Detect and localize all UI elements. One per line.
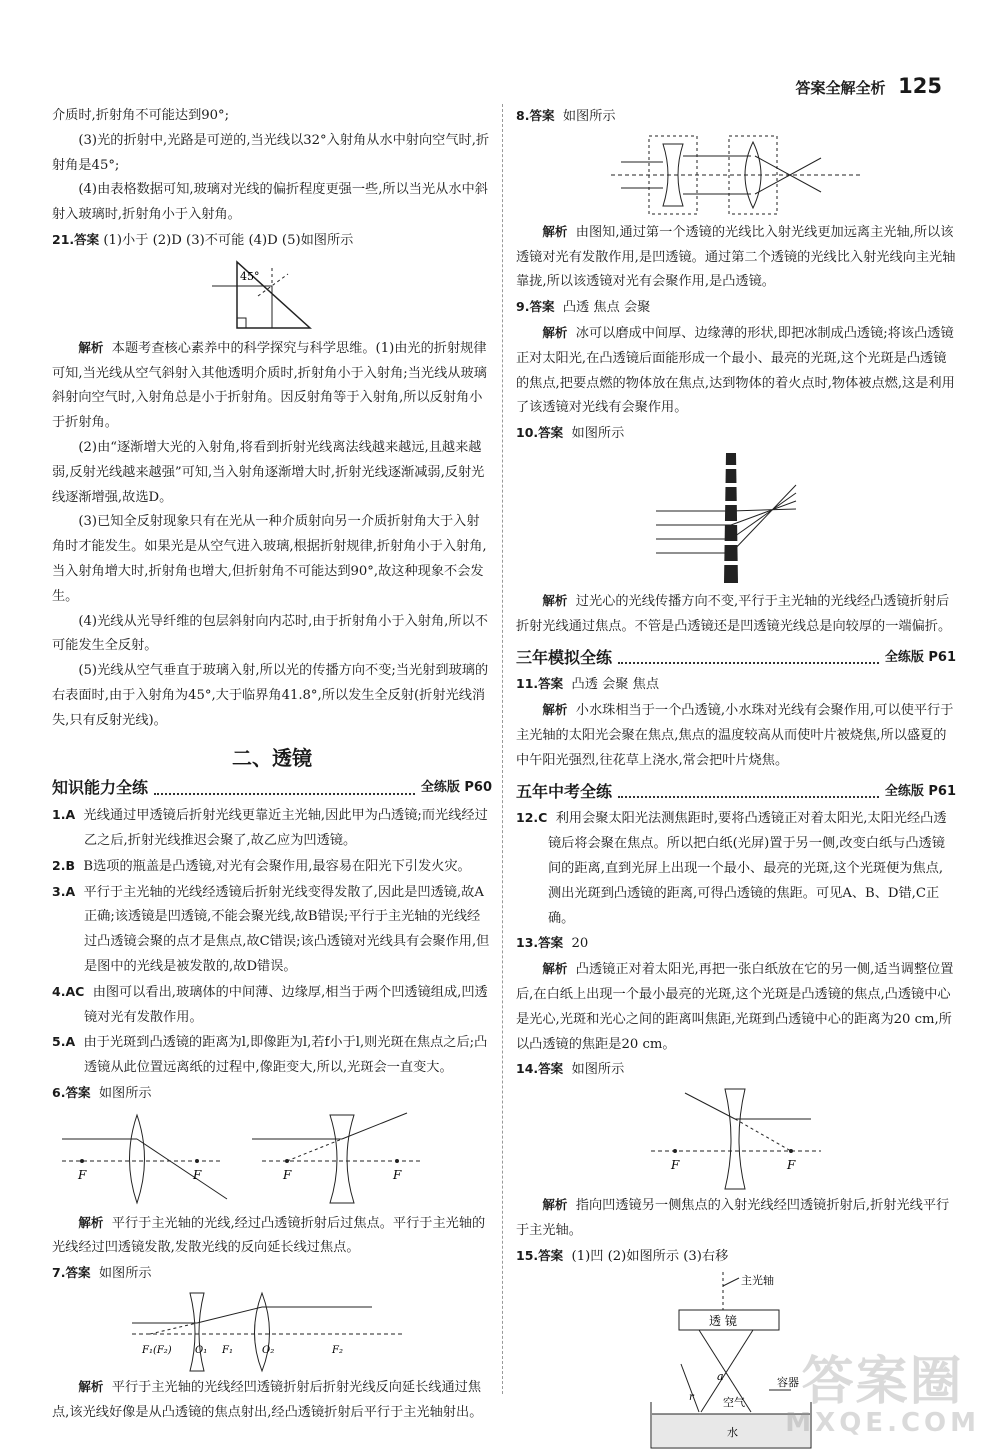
section-bar [516, 646, 956, 671]
item-text: 由于光斑到凸透镜的距离为l,即像距为l,若f小于l,则光斑在焦点之后;凸透镜从此位置远离纸的过程中,像距变大,所以,光斑会一直变大。 [83, 1035, 488, 1076]
answer-7 [52, 1261, 492, 1287]
section-bar [52, 776, 492, 801]
analysis-13 [516, 957, 956, 1057]
answer-text: 凸透 焦点 会聚 [562, 300, 651, 316]
analysis-label: 解析 [78, 1379, 104, 1395]
bar-ref: 全练版 P61 [884, 649, 956, 665]
analysis-text: (2)由“逐渐增大光的入射角,将看到折射光线离法线越来越远,且越来越弱,反射光线越来越强”可知,当入射角逐渐增大时,折射光线逐渐减弱,反射光线逐渐增强,故选D。 [52, 439, 485, 505]
answer-6 [52, 1081, 492, 1107]
right-column [516, 104, 956, 1454]
axis-label: 主光轴 [741, 1273, 774, 1287]
answer-text: 凸透 会聚 焦点 [571, 677, 660, 693]
analysis-text: 小水珠相当于一个凸透镜,小水珠对光线有会聚作用,可以使平行于主光轴的太阳光会聚在焦点,焦点的温度较高从而使叶片被烧焦,所以盛夏的中午阳光强烈,往花草上浇水,常会把叶片烧焦。 [516, 703, 954, 768]
analysis-text: (5)光线从空气垂直于玻璃入射,所以光的传播方向不变;当光射到玻璃的右表面时,由于入射角为45°,大于临界角41.8°,所以发生全反射(折射光线消失,只有反射光线)。 [52, 663, 489, 728]
analysis-text: 由图知,通过第一个透镜的光线比入射光线更加远离主光轴,所以该透镜对光有发散作用,是凹透镜。通过第二个透镜的光线比入射光线向主光轴靠拢,所以该透镜对光有会聚作用,是凸透镜。 [516, 224, 956, 290]
answer-10 [516, 421, 956, 447]
item-text: 利用会聚太阳光法测焦距时,要将凸透镜正对着太阳光,太阳光经凸透镜后将会聚在焦点。所以把白纸(光屏)置于另一侧,改变白纸与凸透镜间的距离,直到光屏上出现一个最小、最亮的光斑,这个光斑便为焦点,测出光斑到凸透镜的距离,可得凸透镜的焦距。可见A、B、D错,C正确。 [548, 811, 947, 926]
answer-11 [516, 672, 956, 698]
analysis-8 [516, 220, 956, 295]
container-label: 容器 [777, 1375, 799, 1389]
item-text: 光线通过甲透镜后折射光线更靠近主光轴,因此甲为凸透镜;而光线经过乙之后,折射光线推迟会聚了,故乙应为凹透镜。 [83, 808, 488, 848]
item-num: 1.A [52, 807, 76, 823]
analysis-text: 本题考查核心素养中的科学探究与科学思维。(1)由光的折射规律可知,当光线从空气斜射入其他透明介质时,折射角小于入射角;当光线从玻璃斜射向空气时,入射角总是小于折射角。因反射角等于入射角,所以反射角小于折射角。 [52, 340, 487, 431]
item-num: 3.A [52, 883, 76, 899]
answer-item [52, 803, 492, 854]
item-text: 由图可以看出,玻璃体的中间薄、边缘厚,相当于两个凹透镜组成,凹透镜对光有发散作用。 [84, 984, 488, 1025]
focus-label: F [193, 1167, 202, 1182]
answer-13 [516, 931, 956, 957]
answer-text: 如图所示 [562, 109, 616, 124]
answer-label: 7.答案 [52, 1265, 91, 1281]
lens-figure-8 [611, 132, 861, 218]
analysis-label: 解析 [78, 339, 104, 355]
answer-21 [52, 228, 492, 254]
answer-text: 如图所示 [98, 1085, 152, 1101]
lens-label: 透 镜 [709, 1313, 737, 1328]
answer-9 [516, 295, 956, 321]
text-line: 介质时,折射角不可能达到90°; [52, 108, 230, 123]
answer-text: (1)小于 (2)D (3)不可能 (4)D (5)如图所示 [103, 232, 354, 248]
analysis-label: 解析 [542, 324, 568, 340]
answer-text: (1)凹 (2)如图所示 (3)右移 [571, 1248, 729, 1264]
answer-12 [516, 806, 956, 931]
analysis-label: 解析 [78, 1214, 104, 1230]
answer-label: 8.答案 [516, 108, 555, 123]
analysis-21 [52, 336, 492, 436]
item-num: 2.B [52, 857, 75, 873]
point-label: O₂ [262, 1345, 275, 1357]
analysis-14 [516, 1193, 956, 1244]
analysis-label: 解析 [542, 592, 568, 608]
point-label: F₂ [332, 1345, 343, 1357]
answer-label: 9.答案 [516, 299, 555, 315]
answer-15 [516, 1244, 956, 1270]
point-label: F₁(F₂) [142, 1345, 172, 1357]
water-label: 水 [727, 1425, 738, 1439]
watermark-url: MXQE.COM [785, 1407, 980, 1438]
lens-figure-14 [651, 1085, 821, 1191]
answer-label: 15.答案 [516, 1247, 564, 1263]
answer-text: 如图所示 [98, 1266, 152, 1282]
analysis-text: 凸透镜正对着太阳光,再把一张白纸放在它的另一侧,适当调整位置后,在白纸上出现一个最小最亮的光斑,这个光斑是凸透镜的焦点,凸透镜中心是光心,光斑和光心之间的距离叫焦距,光斑到凸透镜中心的距离为20 cm,所以凸透镜的焦距是20 cm。 [516, 962, 954, 1052]
lens-figure-10 [656, 449, 816, 587]
angle-label: 45° [240, 269, 260, 283]
analysis-label: 解析 [542, 223, 568, 239]
answer-14 [516, 1057, 956, 1083]
column-divider [502, 104, 503, 1394]
analysis-11 [516, 698, 956, 773]
focus-label: F [393, 1167, 402, 1182]
bar-label: 三年模拟全练 [516, 647, 613, 667]
bar-label: 知识能力全练 [52, 778, 149, 798]
analysis-text: 冰可以磨成中间厚、边缘薄的形状,即把冰制成凸透镜;将该凸透镜正对太阳光,在凸透镜后面能形成一个最小、最亮的光斑,这个光斑是凸透镜的焦点,把要点燃的物体放在焦点,达到物体的着火点时,物体被点燃,这是利用了该透镜对光线有会聚作用。 [516, 325, 955, 416]
bar-ref: 全练版 P61 [884, 783, 956, 799]
point-label: F₁ [222, 1345, 233, 1357]
bar-label: 五年中考全练 [516, 781, 613, 801]
item-text: B选项的瓶盖是凸透镜,对光有会聚作用,最容易在阳光下引发火灾。 [83, 858, 471, 874]
lens-figure-7 [132, 1289, 412, 1373]
page-number: 125 [898, 74, 942, 98]
answer-text: 20 [571, 936, 589, 952]
answer-label: 11.答案 [516, 676, 564, 692]
analysis-6 [52, 1211, 492, 1262]
answer-text: 如图所示 [571, 1062, 625, 1078]
answer-item [52, 980, 492, 1031]
header-title: 答案全解全析 [795, 79, 886, 97]
analysis-text: (4)光线从光导纤维的包层斜射向内芯时,由于折射角小于入射角,所以不可能发生全反射。 [52, 613, 488, 654]
section-bar [516, 780, 956, 805]
item-num: 12.C [516, 810, 548, 826]
item-num: 5.A [52, 1034, 76, 1050]
answer-item [52, 1030, 492, 1081]
answer-label: 13.答案 [516, 935, 564, 951]
focus-label: F [671, 1158, 680, 1173]
analysis-label: 解析 [542, 702, 568, 718]
lens-figure-6 [62, 1109, 482, 1209]
section-title: 二、透镜 [232, 745, 312, 770]
watermark-logo [785, 1352, 980, 1438]
analysis-label: 解析 [542, 961, 568, 977]
answer-8 [516, 104, 956, 130]
analysis-9 [516, 321, 956, 421]
bar-ref: 全练版 P60 [420, 780, 492, 796]
item-num: 4.AC [52, 983, 85, 999]
angle-label: a [717, 1369, 724, 1383]
analysis-7 [52, 1375, 492, 1426]
analysis-text: 指向凹透镜另一侧焦点的入射光线经凹透镜折射后,折射光线平行于主光轴。 [516, 1198, 950, 1238]
analysis-text: 平行于主光轴的光线,经过凸透镜折射后过焦点。平行于主光轴的光线经过凹透镜发散,发散光线的反向延长线过焦点。 [52, 1215, 486, 1256]
answer-item [52, 880, 492, 980]
air-label: 空气 [723, 1395, 745, 1409]
answer-label: 14.答案 [516, 1061, 564, 1077]
item-text: 平行于主光轴的光线经透镜后折射光线变得发散了,因此是凹透镜,故A正确;该透镜是凹透镜,不能会聚光线,故B错误;平行于主光轴的光线经过凸透镜会聚的点才是焦点,故C错误;该凸透镜对光线具有会聚作用,但是图中的光线是被发散的,故D错误。 [83, 884, 490, 974]
focus-label: F [283, 1167, 292, 1182]
answer-label: 21.答案 [52, 231, 100, 247]
focus-label: F [78, 1167, 87, 1182]
answer-text: 如图所示 [571, 426, 625, 442]
focus-label: F [787, 1158, 796, 1173]
analysis-text: 过光心的光线传播方向不变,平行于主光轴的光线经凸透镜折射后折射光线通过焦点。不管是凸透镜还是凹透镜光线总是向较厚的一端偏折。 [516, 593, 952, 634]
text-line: (4)由表格数据可知,玻璃对光线的偏折程度更强一些,所以当光从水中斜射入玻璃时,折射角小于入射角。 [52, 182, 488, 223]
left-column [52, 104, 492, 1426]
analysis-10 [516, 589, 956, 640]
angle-label: r [689, 1391, 694, 1403]
analysis-label: 解析 [542, 1197, 568, 1213]
point-label: O₁ [195, 1345, 208, 1357]
prism-figure [212, 256, 332, 334]
watermark-text: 答案圈 [801, 1352, 964, 1413]
analysis-text: (3)已知全反射现象只有在光从一种介质射向另一介质折射角大于入射角时才能发生。如果光是从空气进入玻璃,根据折射规律,折射角小于入射角,当入射角增大时,折射角也增大,但折射角不可能达到90°,故这种现象不会发生。 [52, 514, 487, 604]
answer-label: 10.答案 [516, 425, 564, 441]
page-header [796, 74, 942, 103]
analysis-text: 平行于主光轴的光线经凹透镜折射后折射光线反向延长线通过焦点,该光线好像是从凸透镜的焦点射出,经凸透镜折射后平行于主光轴射出。 [52, 1380, 483, 1420]
answer-label: 6.答案 [52, 1084, 91, 1100]
answer-item [52, 854, 492, 880]
text-line: (3)光的折射中,光路是可逆的,当光线以32°入射角从水中射向空气时,折射角是45°; [52, 132, 490, 173]
